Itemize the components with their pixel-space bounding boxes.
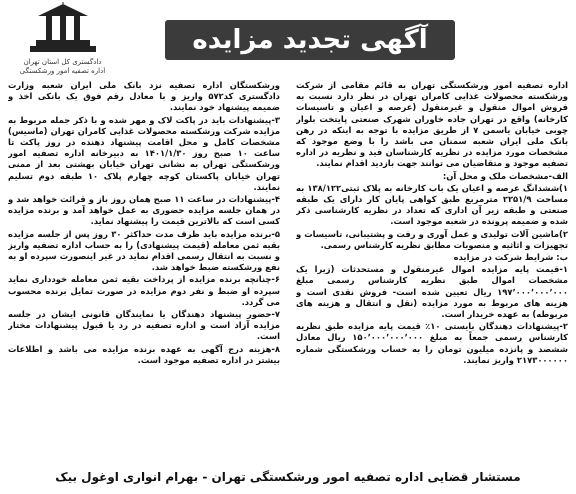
paragraph: الف-مشخصات ملک و محل آن: bbox=[442, 170, 568, 181]
notice-title: آگهی تجدید مزایده bbox=[192, 25, 428, 55]
signature-line: مستشار قضایی اداره تصفیه امور ورشکستگی تهران - بهرام انواری اوغول بیک bbox=[55, 470, 521, 484]
paragraph: ورشکستگان اداره تصفیه نزد بانک ملی ایران شعبه وزارت دادگستری کد۵۷۲ واریز و با معادل رقم فوق یک بانکی اخذ و ضمیمه پیشنهاد خود نمایند. bbox=[8, 80, 280, 113]
paragraph: ۶-چنانچه برنده مزایده از پرداخت بقیه ثمن معامله خودداری نماید سپرده او ضبط و نفر دوم مزایده در صورت تمایل برنده محسوب می گردد. bbox=[8, 274, 280, 307]
paragraph: ۷-حضور پیشنهاد دهندگان یا نمایندگان قانونی ایشان در جلسه مزایده آزاد است و اداره تصفیه در رد یا قبول پیشنهادات مختار است. bbox=[8, 309, 280, 342]
paragraph: ۲-پیشنهادات دهندگان بایستی ۱۰٪ قیمت پایه مزایده طبق نظریه کارشناس رسمی جمعاً به مبلغ ۱۵۰٬۰۰۰٬۰۰۰٬۰۰۰ ریال معادل ششصد و پانزده میلیون تومان را به حساب ورشکستگی شماره ۲۱۷۳۰۰۰۰۰۰ واریز نمایند. bbox=[296, 321, 568, 365]
left-column bbox=[8, 80, 280, 462]
paragraph: اداره تصفیه امور ورشکستگی تهران به قائم مقامی از شرکت ورشکسته محصولات غذایی کامران تهران در نظر دارد نسبت به فروش اموال منقول و غیرمنقول (عرصه و اعیان و تاسیسات کارخانه) واقع در تهران جاده خاوران شهرک صنعتی پایتخت بلوار چوبی خیابان یاسمن ۷ از طریق مزایده با توجه به اینکه در رهن بانک ملی ایران شعبه سمنان می باشد را با وضع موجود که مشخصات مورد مزایده در نظریه کارشناسان فید و نظریه در اداره تصفیه موجود و متقاضیان می توانند جهت بازدید اقدام نمایند. bbox=[296, 80, 568, 169]
paragraph: ۱-قیمت پایه مزایده اموال غیرمنقول و مستحدثات (زیرا یک مشخصات اموال طبق نظریه کارشناس رسمی مبلغ ۱۹۷٬۰۰۰٬۰۰۰٬۰۰۰ ریال تعیین شده است- فروش نقدی است و هزینه های مربوط به مورد مزایده (نقل و انتقال و هزینه های مربوطه) به عهده خریدار است. bbox=[296, 264, 568, 320]
paragraph: ۴-پیشنهادات در ساعت ۱۱ صبح همان روز باز و قرائت خواهد شد و در همان جلسه مزایده حضوری به عمل خواهد آمد و برنده مزایده کسی است که بالاترین قیمت را پیشنهاد نماید. bbox=[8, 194, 280, 227]
paragraph: ۲)ماشین آلات تولیدی و عمل آوری و رفت و پشتیبانی، تاسیسات و تجهیزات و اثاثیه و منصوبات مطابق نظریه کارشناس رسمی. bbox=[296, 228, 568, 250]
notice-body bbox=[8, 80, 568, 462]
paragraph: ب: شرایط شرکت در مزایده bbox=[453, 252, 568, 263]
right-column bbox=[296, 80, 568, 462]
emblem-caption: دادگستری کل استان تهران اداره تصفیه امور ورشکستگی bbox=[19, 58, 106, 75]
paragraph: ۵-برنده مزایده باید ظرف مدت حداکثر ۳۰ روز پس از جلسه مزایده بقیه ثمن معامله (قیمت پیشنهادی) را به حساب اداره تصفیه واریز و نسبت به انتقال رسمی اقدام نماید در غیر اینصورت سپرده او به نفع ورشکسته ضبط خواهد شد. bbox=[8, 228, 280, 273]
paragraph: ۸-هزینه درج آگهی به عهده برنده مزایده می باشد و اطلاعات بیشتر در اداره تصفیه موجود است. bbox=[8, 343, 280, 365]
paragraph: ۱)ششدانگ عرصه و اعیان یک باب کارخانه به پلاک ثبتی۱۳۸/۱۲۲ به مساحت ۲۲۵۱/۹ مترمربع طبق کواهی پایان کار دارای یک طبقه صنعتی و طبقه زیر آن اداری که تعداد در نظریه کارشناسی ذکر شده و ضمیمه پرونده در شعبه موجود است. bbox=[296, 182, 568, 227]
title-banner bbox=[165, 20, 455, 60]
paragraph: ۳-پیشنهادات باید در پاکت لاک و مهر شده و با ذکر جمله مربوط به مزایده شرکت ورشکسته محصولات غذایی کامران تهران (ماسیس) مشخصات کامل و محل اقامت پیشنهاد دهنده در روز پاکت تا ساعت ۱۰ صبح روز ۱۴۰۱/۱/۳۰ به دبیرخانه اداره تصفیه امور ورشکستگی تهران به نشانی تهران خیابان بهشتی بعد از ممنی تهران خیابان پاکستان کوچه چهارم پلاک ۱۰ طبقه دوم تسلیم نمایند. bbox=[8, 114, 280, 192]
notice-header bbox=[0, 0, 576, 78]
